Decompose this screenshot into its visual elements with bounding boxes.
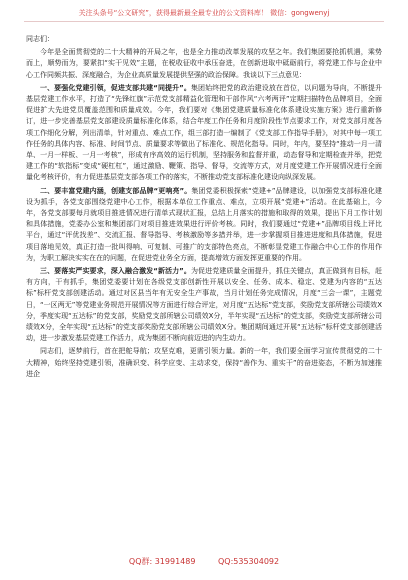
footer-contact: [0, 556, 408, 568]
footer-qq: QQ:535304092: [218, 557, 280, 566]
header-divider: [24, 21, 384, 22]
header-banner: 关注头条号“公文研究”，获得最新最全最专业的公文资料库！ 微信：gongwenyj: [78, 9, 330, 17]
intro-paragraph: 今年是全面贯彻党的二十大精神的开局之年，也是全力推动改革发展的攻坚之年。我们集团要抢抓机遇，乘势而上，顺势而为，要紧扣“实干见效”主题，在税收征收中承压奋进，在创新进取中砥砺前行，将党建工作与企业中心工作同频共振、深度融合，为企业高质量发展提供坚强的政治保障。我谈以下三点意见：: [26, 48, 382, 79]
section-one-body: 集团始终把党的政治建设放在首位，以问题为导向，不断提升基层党建工作水平，打造了“先锋红旗”示范党支部精益化管理和干部作风“六考两评”定期扫描特色品牌项目，全面促进扩大先进党员覆盖范围和质量成效。今年，我们要对《集团党建质量标准化体系建设实施方案》进行重新修订，进一步完善基层党支部建设质量标准化体系，结合年度工作任务和月度阶段性节点要求工作，对党支部月度各项工作细化分解，列出清单，针对重点、难点工作，组三部打造一编制了《党支部工作指导手册》，对其中每一项工作任务的具体内容、标准、时间节点、质量要求等做出了标准化、规范化指导。同时，年内，要坚持“推动一月一清单、一月一样板、一月一考核”，形成有序高效的运行机制，坚持服务和监督并重，动态督导和定期检查并举，把党建工作的“软指标”变成“硬杠杠”，通过激励、鞭策、指导、督导，交流等方式，对月度党建工作开展情况进行全面量化考核评价，有力促进基层党支部各项工作的落实，不断推动党支部标准化建设向纵深发展。: [26, 83, 382, 182]
section-one-paragraph: [26, 83, 382, 184]
section-three-paragraph: [26, 266, 382, 344]
section-one-heading: 一、要强化党建引领，促进支部共建“同提升”。: [40, 83, 191, 92]
salutation: 同志们：: [26, 35, 54, 43]
footer-qq-group: QQ群: 31991489: [128, 557, 196, 566]
section-two-body: 集团党委积极探索“党建+”品牌建设，以加强党支部标准化建设为抓手，各党支部围绕党建中心工作，根据本单位工作重点、难点，立项开展“党建+”活动。在此基础上，今年，各党支部要每月就项目推进情况进行清单式现状汇报，总结上月落实的措施和取得的效果，提出下月工作计划和具体措施，党委办公室和集团部门对项目推进效果进行评价考核。同时，我们要通过“党建+”品牌项目线上评比平台，通过“评优找差”、交流汇报、督导指导、考核激励等多措并举，进一步掌握项目推进进度和具体措施，促进项目落地见效，真正打造一批叫得响、可复制、可推广的支部特色亮点，不断彰显党建工作融合中心工作的作用作为，为职工解决实实在在的问题，在促进党业务全方面，提高增效方面发挥更重要的作用。: [26, 186, 382, 262]
section-two-heading: 二、要丰富党建内涵，创建支部品牌“更响亮”。: [40, 186, 192, 195]
closing-paragraph: 同志们，逐梦前行，首在把舵导航；攻坚克难，更需引领力量。新的一年，我们要全面学习宣传贯彻党的二十大精神，始终坚持党建引领，准确识变、科学应变、主动求变，保持“善作为、重实干”的奋进姿态，不断为加速推进企: [26, 347, 382, 378]
document-body: [26, 34, 382, 542]
section-three-body: 为促进党建质量全面提升，抓住关键点，真正做到有目标，赶有方向，干有抓手，集团党委要计划在各级党支部创新性开展以安全、任务、成本、稳定、党建为内容的“五达标”标杆党支部创建活动。通过对区县当年有无安全生产事故，当月计划任务完成情况，月度“三会一课”，主题党日，“一区两无”等党建业务规范开展情况等方面进行综合评定，对月度“五达标”党支部，奖励党支部所辖公司绩效X分，季度实现“五达标”的党支部，奖励党支部所辖公司绩效X分，半年实现“五达标”的党支部，奖励党支部所辖公司绩效X分，全年实现“五达标”的党支部奖励党支部所辖公司绩效X分。集团期间通过开展“五达标”标杆党支部创建活动，进一步激发基层党建工作活力，成为集团不断向前迈进的内生动力。: [26, 267, 382, 343]
section-two-paragraph: [26, 186, 382, 264]
section-three-heading: 三、要落实严实要求，深入融合激发“新活力”。: [40, 267, 191, 276]
